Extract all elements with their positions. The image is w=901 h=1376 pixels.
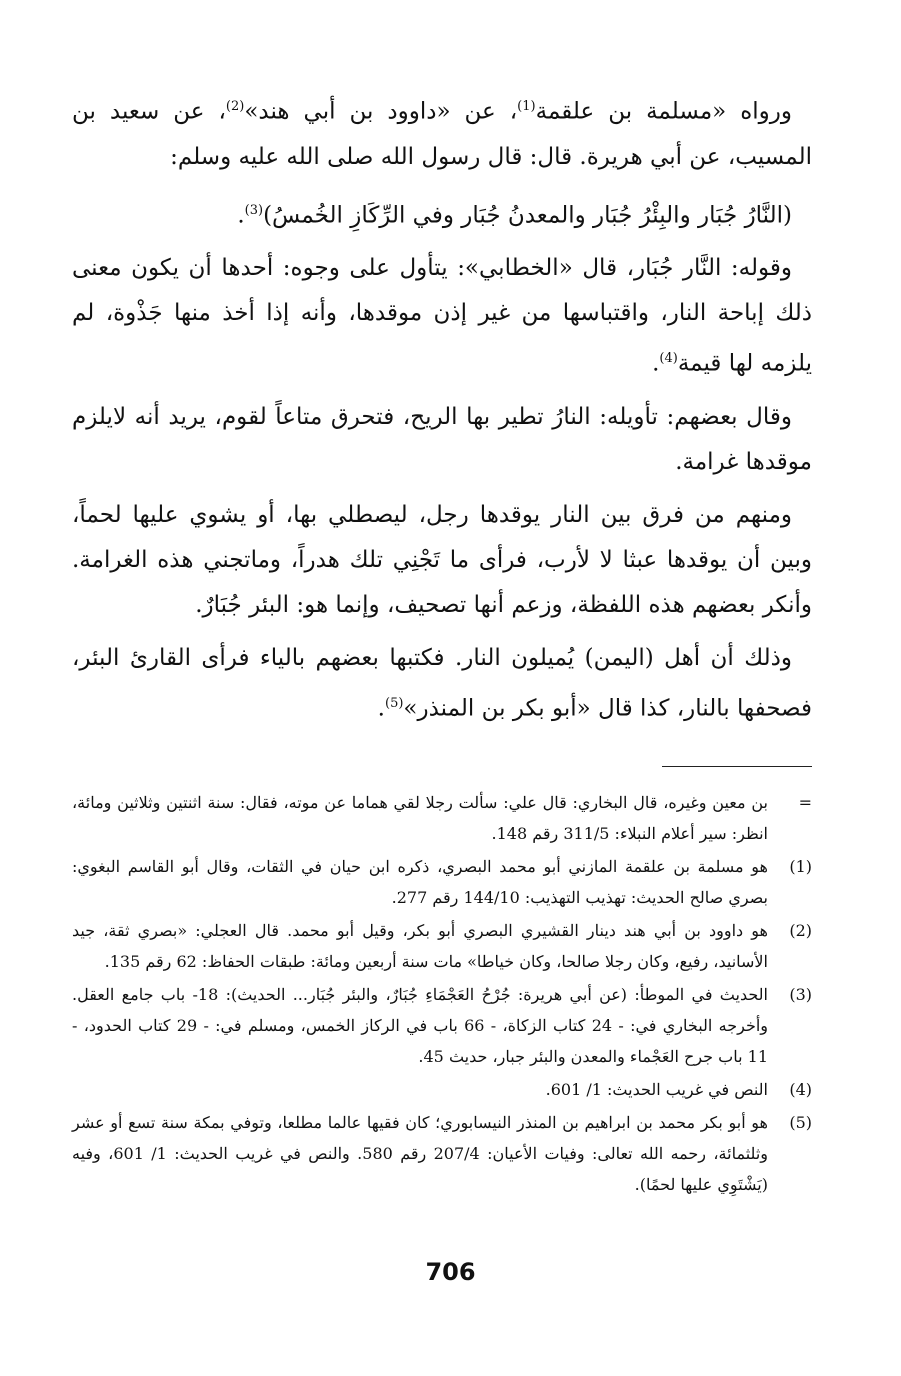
footnote-item — [72, 1074, 812, 1105]
footnote-text: هو داوود بن أبي هند دينار القشيري البصري أبو بكر، وقيل أبو محمد. قال العجلي: «بصري ثقة، جيد الأسانيد، رفيع، وكان رجلا صالحا، وكان خياطا» مات سنة أربعين ومائة: طبقات الحفاظ: 62 رقم 135. — [72, 920, 768, 971]
footnotes — [72, 787, 812, 1200]
footnote-number: (4) — [789, 1079, 812, 1099]
footnote-ref-2[interactable]: (2) — [225, 99, 245, 114]
footnote-text: هو مسلمة بن علقمة المازني أبو محمد البصري، ذكره ابن حيان في الثقات، وقال أبو القاسم البغوي: بصري صالح الحديث: تهذيب التهذيب: 144/10 رقم 277. — [72, 856, 768, 907]
footnote-item — [72, 1107, 812, 1200]
footnote-item — [72, 787, 812, 849]
footnote-text: هو أبو بكر محمد بن ابراهيم بن المنذر النيسابوري؛ كان فقيها عالما مطلعا، وتوفي بمكة سنة تسع أو عشر وثلثمائة، رحمه الله تعالى: وفيات الأعيان: 207/4 رقم 580. والنص في غريب الحديث: 1/ 601، وفيه (يَشْتَوِي عليها لحمًا). — [72, 1112, 769, 1194]
page-number: 706 — [425, 1258, 476, 1286]
text-span: . — [237, 202, 245, 229]
footnote-text: بن معين وغيره، قال البخاري: قال علي: سألت رجلا لقي هماما عن موته، فقال: سنة اثنتين وثلاثين ومائة، انظر: سير أعلام النبلاء: 311/5 رقم 148. — [72, 792, 768, 843]
text-span: وذلك أن أهل (اليمن) يُميلون النار. فكتبها بعضهم بالياء فرأى القارئ البئر، فصحفها بالنار، كذا قال «أبو بكر بن المنذر» — [72, 644, 812, 722]
footnote-item — [72, 915, 812, 977]
footnote-number: (5) — [789, 1112, 812, 1132]
text-span: . — [377, 695, 385, 722]
text-span: وقوله: النَّار جُبَار، قال «الخطابي»: يتأول على وجوه: أحدها أن يكون معنى ذلك إباحة النار، واقتباسها من غير إذن موقدها، وأنه إذا أخذ منها جَذْوة، لم يلزمه لها قيمة — [72, 255, 812, 377]
footnote-ref-1[interactable]: (1) — [517, 99, 536, 114]
footnote-number: (1) — [789, 856, 812, 876]
footnote-number: (3) — [789, 984, 812, 1004]
text-span: (النَّارُ جُبَار والبِئْرُ جُبَار والمعدنُ جُبَار وفي الرِّكَازِ الخُمسُ) — [263, 202, 792, 229]
paragraph-1 — [72, 84, 812, 180]
text-span: ورواه «مسلمة بن علقمة — [535, 98, 792, 125]
footnote-ref-3[interactable]: (3) — [244, 202, 264, 218]
paragraph-3: وقال بعضهم: تأويله: النارُ تطير بها الريح، فتحرق متاعاً لقوم، يريد أنه لايلزم موقدها غرامة. — [72, 403, 812, 475]
footnote-separator — [662, 766, 812, 767]
hadith-quote — [72, 188, 812, 239]
footnote-number: = — [798, 792, 812, 812]
paragraph-4: ومنهم من فرق بين النار يوقدها رجل، ليصطلي بها، أو يشوي عليها لحماً، وبين أن يوقدها عبثا لا لأرب، فرأى ما تَجْنِي تلك هدراً، وماتجني هذه الغرامة. وأنكر بعضهم هذه اللفظة، وزعم أنها تصحيف، وإنما هو: البئر جُبَارٌ. — [72, 501, 812, 618]
page-content — [72, 84, 812, 1202]
footnote-item — [72, 851, 812, 913]
footnote-item — [72, 979, 812, 1072]
paragraph-2 — [72, 246, 812, 387]
text-span: ، عن «داوود بن أبي هند» — [244, 98, 518, 125]
footnote-ref-4[interactable]: (4) — [659, 351, 678, 367]
footnote-text: الحديث في الموطأ: (عن أبي هريرة: جُرْحُ العَجْمَاءِ جُبَارٌ، والبئر جُبَار... الحديث): 18- باب جامع العقل. وأخرجه البخاري في: - 24 كتاب الزكاة، - 66 باب في الركاز الخمس، ومسلم في: - 29 كتاب الحدود، - 11 باب جرح العَجْماء والمعدن والبئر جبار، حديث 45. — [72, 984, 769, 1066]
footnote-ref-5[interactable]: (5) — [384, 695, 404, 711]
footnote-separator-wrap — [72, 746, 812, 779]
footnote-text: النص في غريب الحديث: 1/ 601. — [545, 1079, 768, 1099]
text-span: . — [652, 350, 660, 377]
paragraph-5 — [72, 636, 812, 732]
text-span: ، عن سعيد بن المسيب، عن أبي هريرة. قال: قال رسول الله صلى الله عليه وسلم: — [72, 98, 812, 170]
footnote-number: (2) — [789, 920, 812, 940]
